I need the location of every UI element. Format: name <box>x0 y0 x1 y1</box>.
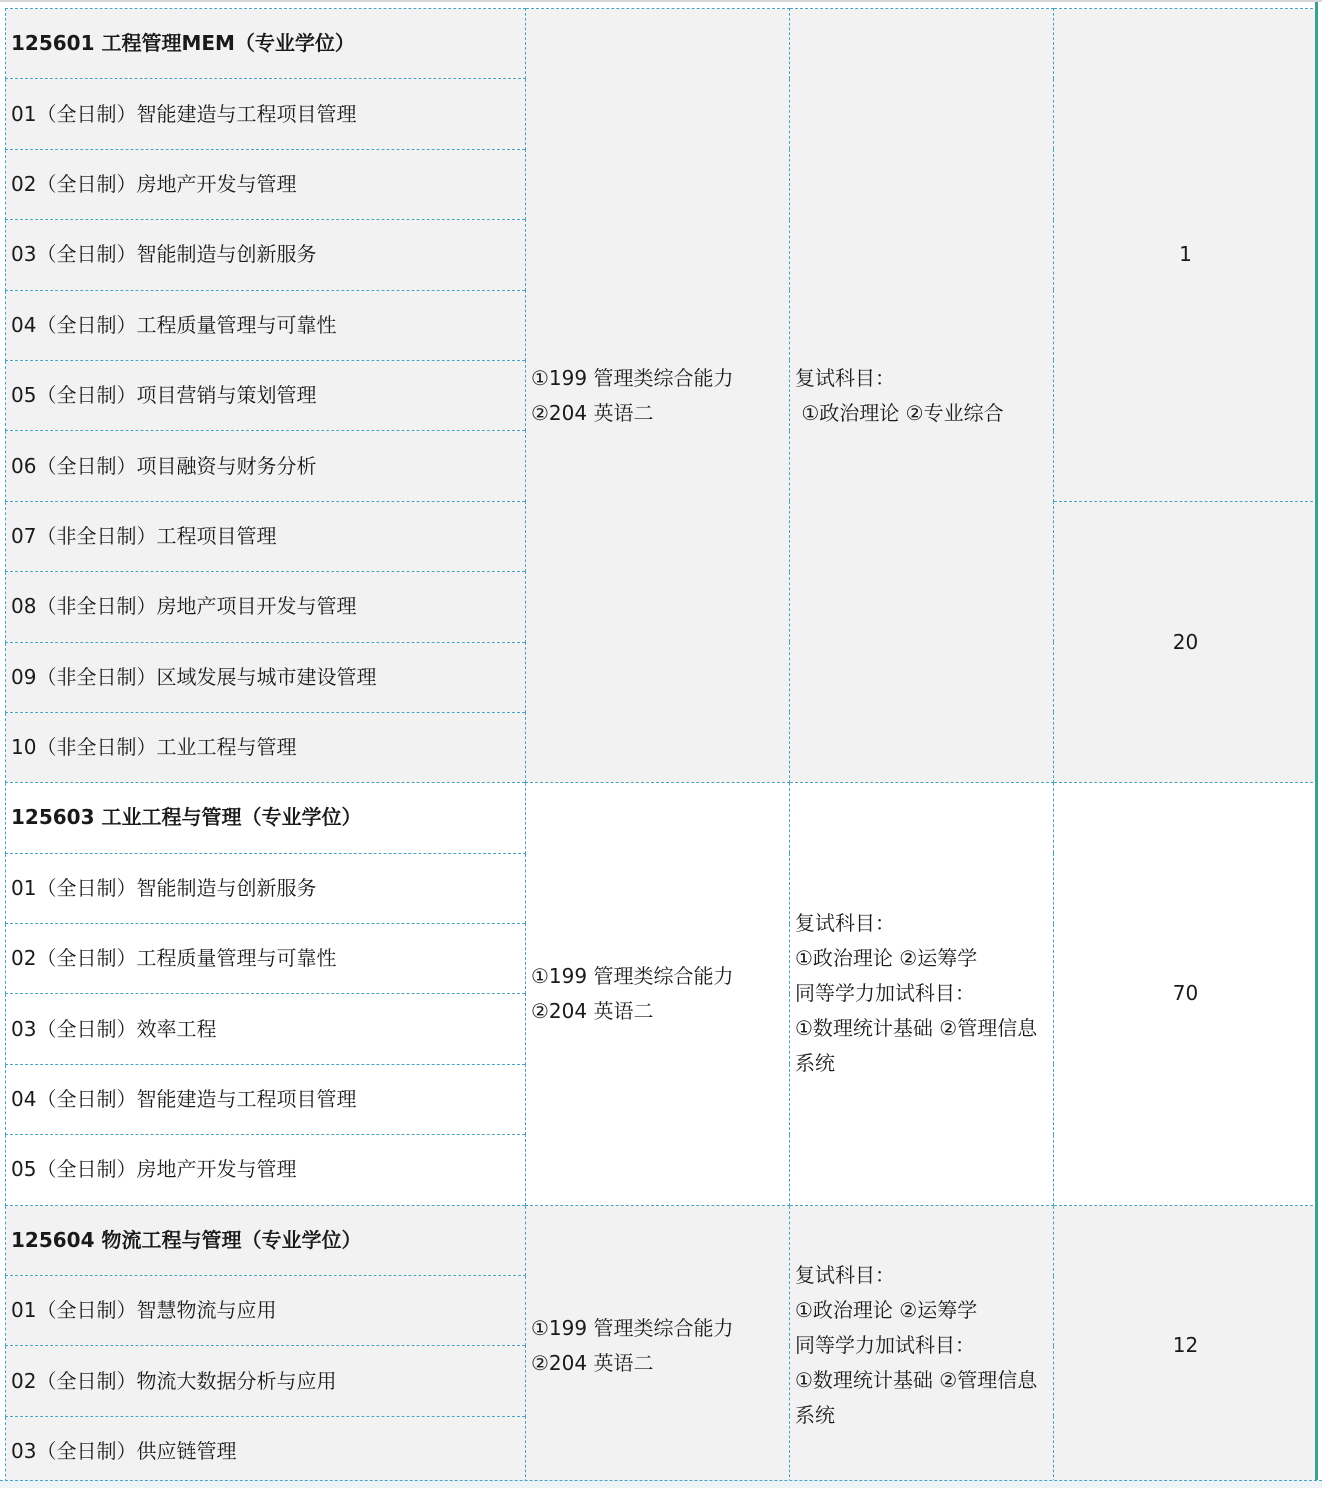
major-title: 125603 工业工程与管理（专业学位） <box>6 783 526 853</box>
quota-fulltime: 1 <box>1054 9 1318 502</box>
exam-subjects-cell <box>526 1205 790 1487</box>
quota: 70 <box>1054 783 1318 1205</box>
exam-subject-2: ②204 英语二 <box>531 998 654 1023</box>
equivalent-subjects: ①数理统计基础 ②管理信息 <box>795 1016 1038 1041</box>
major-title: 125604 物流工程与管理（专业学位） <box>6 1205 526 1275</box>
exam-subjects-cell <box>526 9 790 783</box>
equivalent-subjects-cont: 系统 <box>795 1051 835 1076</box>
right-border <box>1315 2 1318 1488</box>
table-row-major-125603 <box>6 783 1318 853</box>
table-row-major-125601 <box>6 9 1318 79</box>
exam-subject-1: ①199 管理类综合能力 <box>531 963 734 988</box>
direction-cell: 07（非全日制）工程项目管理 <box>6 501 526 571</box>
retest-subjects: ①政治理论 ②专业综合 <box>795 400 1004 425</box>
direction-cell: 10（非全日制）工业工程与管理 <box>6 712 526 782</box>
direction-cell: 08（非全日制）房地产项目开发与管理 <box>6 572 526 642</box>
quota-parttime: 20 <box>1054 501 1318 783</box>
exam-subject-2: ②204 英语二 <box>531 1350 654 1375</box>
retest-heading: 复试科目： <box>795 1263 895 1288</box>
table-row-major-125604 <box>6 1205 1318 1275</box>
retest-heading: 复试科目： <box>795 911 895 936</box>
direction-cell: 01（全日制）智能建造与工程项目管理 <box>6 79 526 149</box>
direction-cell: 05（全日制）项目营销与策划管理 <box>6 360 526 430</box>
direction-cell: 04（全日制）智能建造与工程项目管理 <box>6 1064 526 1134</box>
direction-cell: 06（全日制）项目融资与财务分析 <box>6 431 526 501</box>
equivalent-heading: 同等学力加试科目： <box>795 1333 975 1358</box>
retest-subjects: ①政治理论 ②运筹学 <box>795 946 978 971</box>
exam-subjects-cell <box>526 783 790 1205</box>
direction-cell: 09（非全日制）区域发展与城市建设管理 <box>6 642 526 712</box>
direction-cell: 04（全日制）工程质量管理与可靠性 <box>6 290 526 360</box>
direction-cell: 02（全日制）工程质量管理与可靠性 <box>6 924 526 994</box>
direction-cell: 03（全日制）效率工程 <box>6 994 526 1064</box>
equivalent-subjects: ①数理统计基础 ②管理信息 <box>795 1368 1038 1393</box>
retest-subjects-cell <box>790 783 1054 1205</box>
equivalent-subjects-cont: 系统 <box>795 1403 835 1428</box>
direction-cell: 03（全日制）智能制造与创新服务 <box>6 220 526 290</box>
exam-subject-1: ①199 管理类综合能力 <box>531 365 734 390</box>
bottom-strip <box>0 1480 1322 1488</box>
direction-cell: 02（全日制）房地产开发与管理 <box>6 149 526 219</box>
retest-subjects: ①政治理论 ②运筹学 <box>795 1298 978 1323</box>
direction-cell: 03（全日制）供应链管理 <box>6 1416 526 1486</box>
exam-subject-1: ①199 管理类综合能力 <box>531 1315 734 1340</box>
major-title: 125601 工程管理MEM（专业学位） <box>6 9 526 79</box>
admission-catalog-table <box>5 8 1318 1487</box>
direction-cell: 01（全日制）智能制造与创新服务 <box>6 853 526 923</box>
equivalent-heading: 同等学力加试科目： <box>795 981 975 1006</box>
direction-cell: 02（全日制）物流大数据分析与应用 <box>6 1346 526 1416</box>
quota: 12 <box>1054 1205 1318 1487</box>
retest-subjects-cell <box>790 1205 1054 1487</box>
direction-cell: 05（全日制）房地产开发与管理 <box>6 1135 526 1205</box>
retest-heading: 复试科目： <box>795 365 895 390</box>
exam-subject-2: ②204 英语二 <box>531 400 654 425</box>
retest-subjects-cell <box>790 9 1054 783</box>
direction-cell: 01（全日制）智慧物流与应用 <box>6 1276 526 1346</box>
